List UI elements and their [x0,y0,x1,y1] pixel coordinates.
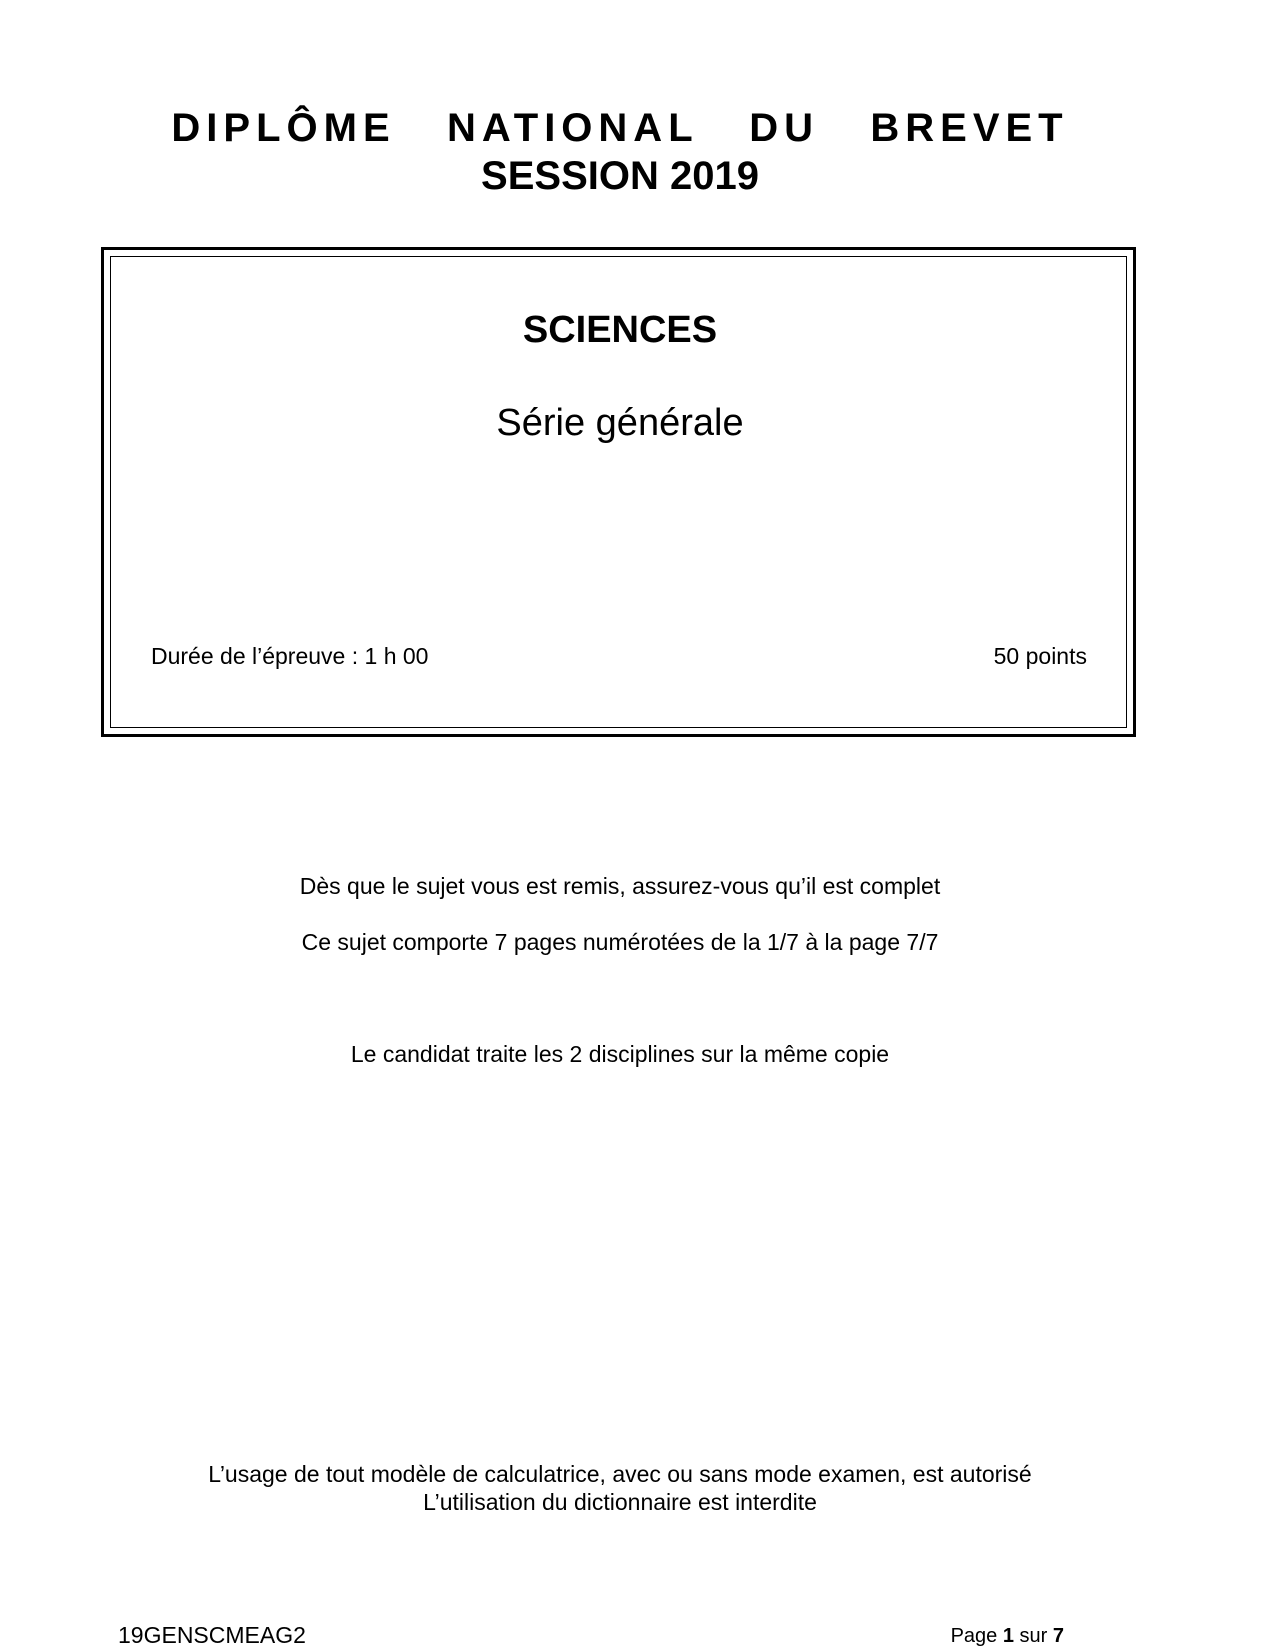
session-title: SESSION 2019 [481,154,759,198]
exam-duration: Durée de l’épreuve : 1 h 00 [151,643,429,669]
page-mid: sur [1013,1625,1053,1647]
page-current: 1 [1002,1625,1014,1647]
page-prefix: Page [950,1625,1003,1647]
subject-title: SCIENCES [522,309,718,351]
exam-points: 50 points [993,643,1087,669]
document-code: 19GENSCMEAG2 [118,1622,306,1648]
exam-title: DIPLÔME NATIONAL DU BREVET [171,106,1069,150]
page-total: 7 [1052,1625,1064,1647]
instruction-check-complete: Dès que le sujet vous est remis, assurez-vous qu’il est complet [299,873,941,899]
dictionary-rule: L’utilisation du dictionnaire est interdite [423,1489,817,1515]
instruction-same-copy: Le candidat traite les 2 disciplines sur la même copie [350,1041,890,1067]
series-label: Série générale [496,402,744,444]
calculator-rule: L’usage de tout modèle de calculatrice, avec ou sans mode examen, est autorisé [208,1461,1032,1487]
instruction-page-count: Ce sujet comporte 7 pages numérotées de la 1/7 à la page 7/7 [301,929,939,955]
page-number [951,1624,1064,1648]
